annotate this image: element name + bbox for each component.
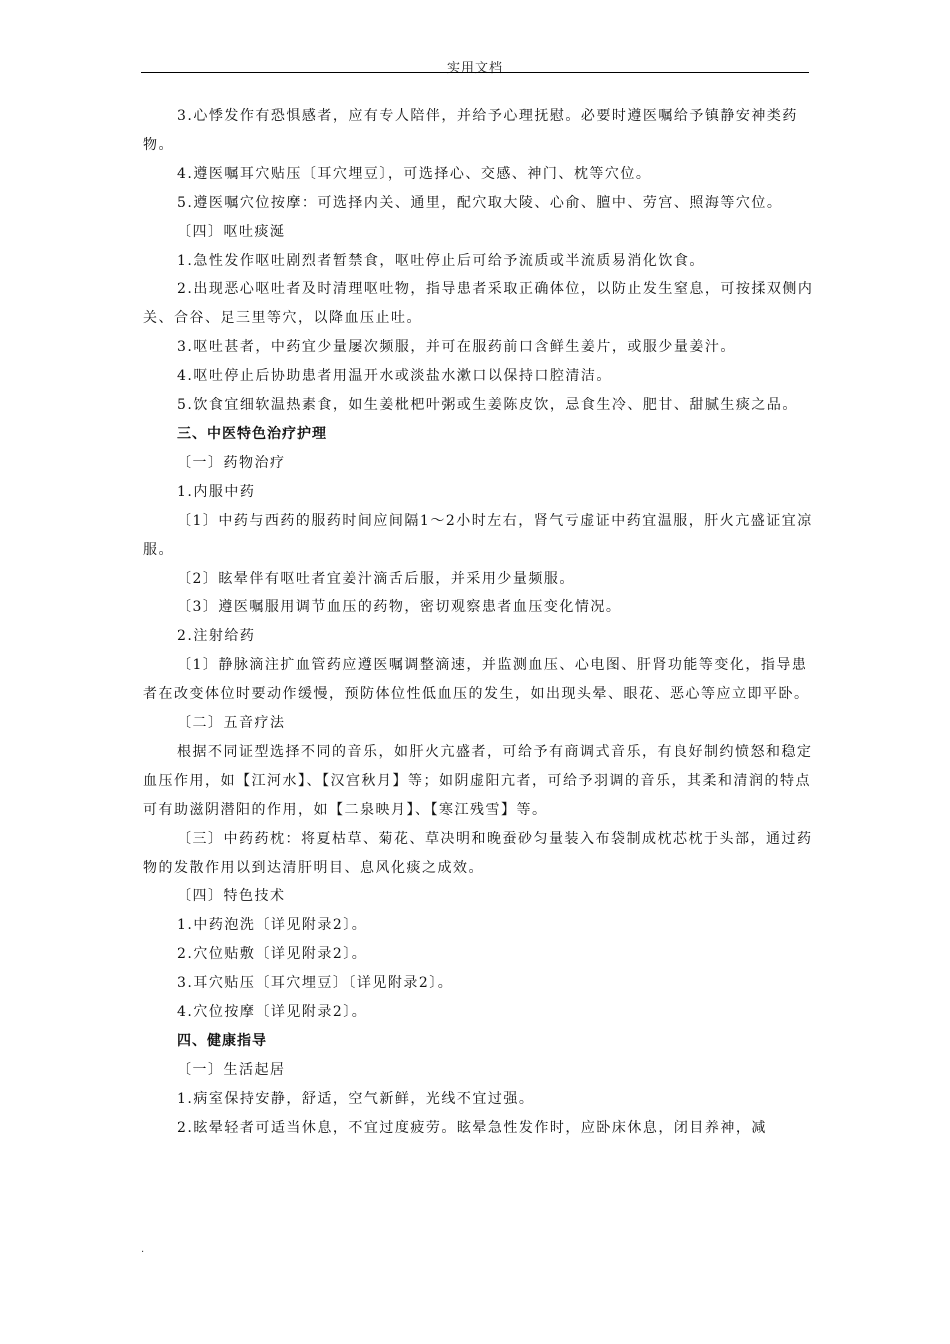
body-paragraph: 5.饮食宜细软温热素食，如生姜枇杷叶粥或生姜陈皮饮，忌食生冷、肥甘、甜腻生痰之品。 [177, 397, 798, 414]
body-paragraph: 1.中药泡洗〔详见附录2〕。 [177, 917, 368, 934]
section-heading: 四、健康指导 [177, 1033, 267, 1049]
body-paragraph: 〔二〕五音疗法 [177, 715, 286, 732]
body-paragraph: 5.遵医嘱穴位按摩：可选择内关、通里，配穴取大陵、心俞、膻中、劳宫、照海等穴位。 [177, 194, 783, 211]
body-paragraph: 根据不同证型选择不同的音乐，如肝火亢盛者，可给予有商调式音乐，有良好制约愤怒和稳定血压作用，如【江河水】、【汉宫秋月】等；如阴虚阳亢者，可给予羽调的音乐，其柔和清润的特点可有助滋阴潜阳的作用，如【二泉映月】、【寒江残雪】等。 [143, 743, 813, 818]
footer-mark: . [141, 1244, 145, 1255]
body-paragraph: 3.耳穴贴压〔耳穴埋豆〕〔详见附录2〕。 [177, 975, 454, 992]
body-paragraph: 〔2〕眩晕伴有呕吐者宜姜汁滴舌后服，并采用少量频服。 [177, 570, 575, 587]
body-paragraph: 3.呕吐甚者，中药宜少量屡次频服，并可在服药前口含鲜生姜片，或服少量姜汁。 [177, 339, 736, 356]
body-paragraph: 〔四〕呕吐痰涎 [177, 223, 286, 240]
body-paragraph: 〔1〕中药与西药的服药时间应间隔1～2小时左右，肾气亏虚证中药宜温服，肝火亢盛证宜凉服。 [143, 512, 813, 558]
document-body [143, 102, 819, 1143]
body-paragraph: 2.穴位贴敷〔详见附录2〕。 [177, 946, 368, 963]
body-paragraph: 3.心悸发作有恐惧感者，应有专人陪伴，并给予心理抚慰。必要时遵医嘱给予镇静安神类药物。 [143, 108, 798, 153]
body-paragraph: 1.病室保持安静，舒适，空气新鲜，光线不宜过强。 [177, 1090, 535, 1107]
section-heading: 三、中医特色治疗护理 [177, 425, 327, 442]
body-paragraph: 4.穴位按摩〔详见附录2〕。 [177, 1004, 368, 1021]
body-paragraph: 1.内服中药 [177, 483, 256, 500]
header-divider [141, 72, 809, 73]
body-paragraph: 〔四〕特色技术 [177, 888, 286, 905]
page-header-title: 实用文档 [446, 61, 503, 76]
body-paragraph: 1.急性发作呕吐剧烈者暂禁食，呕吐停止后可给予流质或半流质易消化饮食。 [177, 252, 705, 269]
body-paragraph: 2.注射给药 [177, 628, 256, 645]
body-paragraph: 〔1〕静脉滴注扩血管药应遵医嘱调整滴速，并监测血压、心电图、肝肾功能等变化，指导患者在改变体位时要动作缓慢，预防体位性低血压的发生，如出现头晕、眼花、恶心等应立即平卧。 [143, 657, 810, 703]
body-paragraph: 4.遵医嘱耳穴贴压〔耳穴埋豆〕，可选择心、交感、神门、枕等穴位。 [177, 165, 652, 182]
body-paragraph: 2.出现恶心呕吐者及时清理呕吐物，指导患者采取正确体位，以防止发生窒息，可按揉双侧内关、合谷、足三里等穴，以降血压止吐。 [143, 281, 814, 327]
body-paragraph: 〔一〕生活起居 [177, 1061, 286, 1078]
body-paragraph: 2.眩晕轻者可适当休息，不宜过度疲劳。眩晕急性发作时，应卧床休息，闭目养神，减 [177, 1119, 767, 1136]
body-paragraph: 〔三〕中药药枕：将夏枯草、菊花、草决明和晚蚕砂匀量装入布袋制成枕芯枕于头部，通过药物的发散作用以到达清肝明目、息风化痰之成效。 [143, 830, 813, 876]
body-paragraph: 〔一〕药物治疗 [177, 454, 286, 471]
body-paragraph: 4.呕吐停止后协助患者用温开水或淡盐水漱口以保持口腔清洁。 [177, 368, 612, 385]
body-paragraph: 〔3〕遵医嘱服用调节血压的药物，密切观察患者血压变化情况。 [177, 599, 622, 616]
